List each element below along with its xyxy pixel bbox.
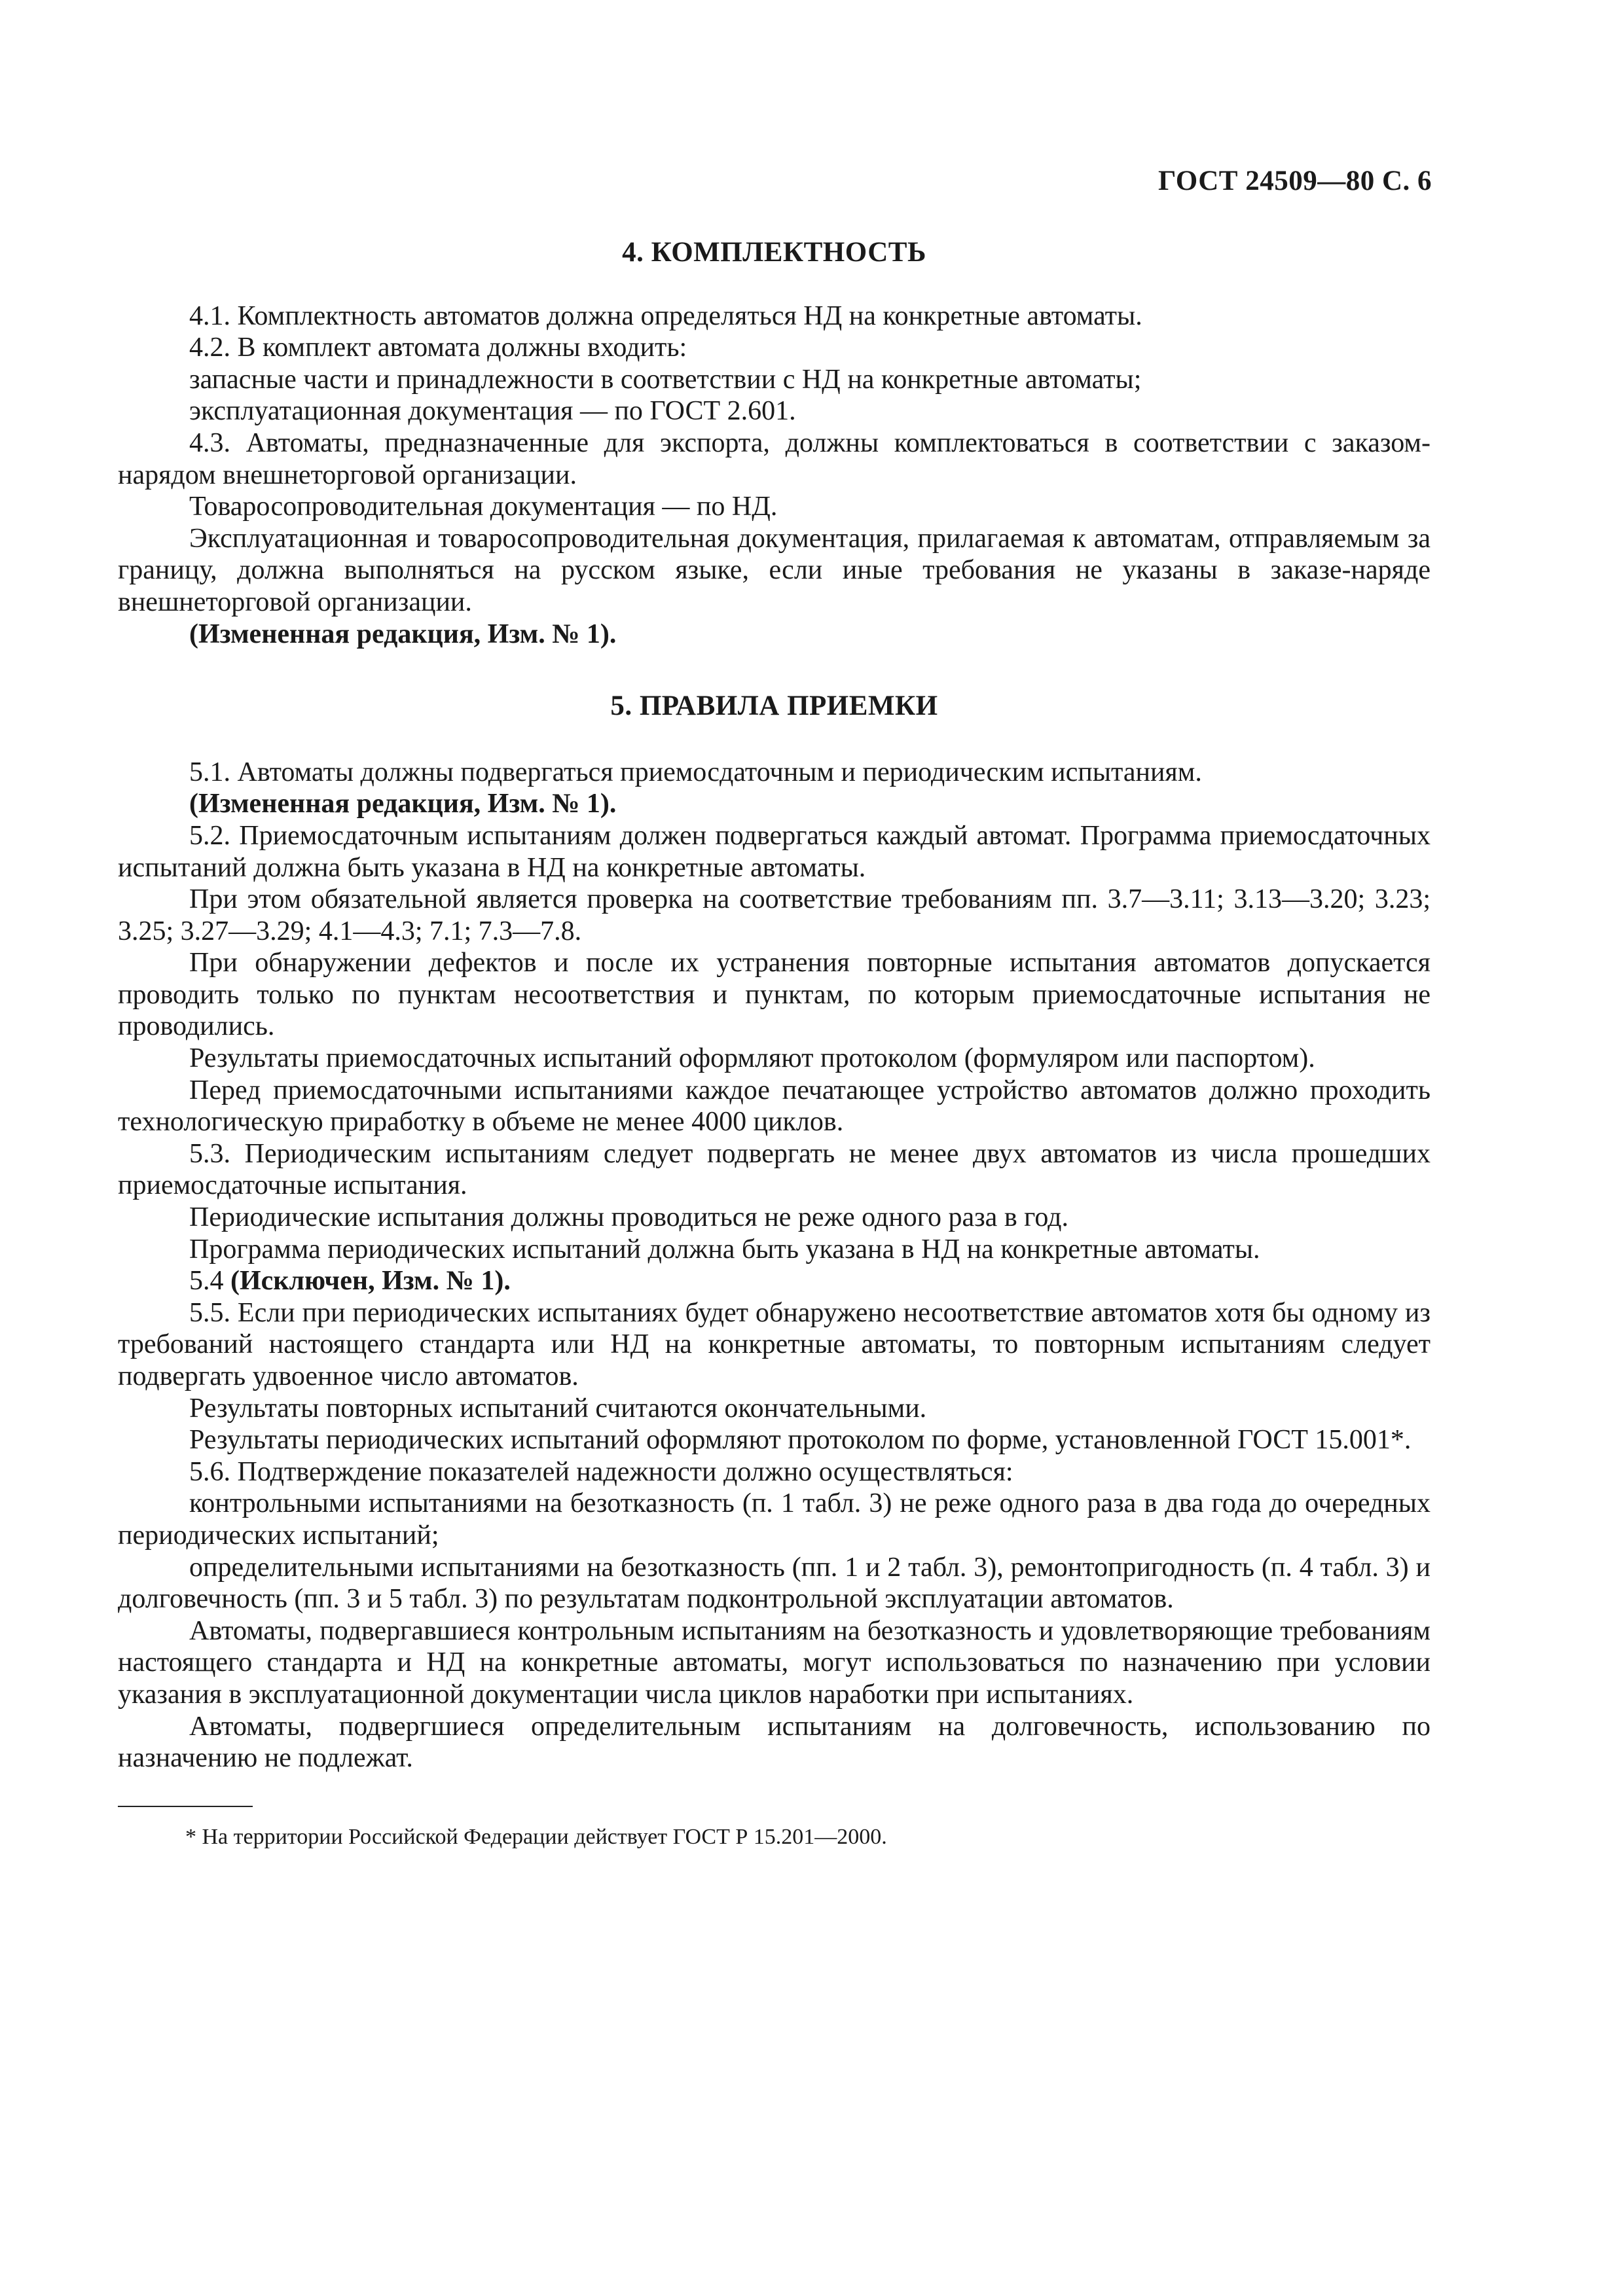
excluded-note: (Исключен, Изм. № 1). <box>230 1266 511 1297</box>
section-title-4: 4. КОМПЛЕКТНОСТЬ <box>622 237 926 268</box>
paragraph: Товаросопроводительная документация — по НД. <box>189 492 778 522</box>
paragraph: определительными испытаниями на безотказность (пп. 1 и 2 табл. 3), ремонтопригодность (п. 4 табл. 3) и долговечность (пп. 3 и 5 табл. 3) по результатам подконтрольной эксплуатации автоматов. <box>118 1552 1431 1615</box>
paragraph: Результаты приемосдаточных испытаний оформляют протоколом (формуляром или паспортом). <box>189 1043 1315 1074</box>
paragraph: 5.3. Периодическим испытаниям следует подвергать не менее двух автоматов из числа прошедших приемосдаточные испытания. <box>118 1138 1431 1201</box>
amendment-note: (Измененная редакция, Изм. № 1). <box>189 789 617 819</box>
paragraph: При этом обязательной является проверка на соответствие требованиям пп. 3.7—3.11; 3.13—3.20; 3.23; 3.25; 3.27—3.29; 4.1—4.3; 7.1; 7.3—7.8. <box>118 884 1431 946</box>
footnote-separator <box>118 1806 253 1807</box>
paragraph: 5.5. Если при периодических испытаниях будет обнаружено несоответствие автоматов хотя бы одному из требований настоящего стандарта или НД на конкретные автоматы, то повторным испытаниям следует подвергать удвоенное число автоматов. <box>118 1297 1431 1391</box>
paragraph: Автоматы, подвергшиеся определительным испытаниям на долговечность, использованию по назначению не подлежат. <box>118 1711 1431 1774</box>
paragraph: Программа периодических испытаний должна быть указана в НД на конкретные автоматы. <box>189 1234 1260 1265</box>
paragraph: Результаты повторных испытаний считаются окончательными. <box>189 1393 927 1424</box>
paragraph: 5.2. Приемосдаточным испытаниям должен подвергаться каждый автомат. Программа приемосдаточных испытаний должна быть указана в НД на конкретные автоматы. <box>118 820 1431 883</box>
paragraph: 4.1. Комплектность автоматов должна определяться НД на конкретные автоматы. <box>189 300 1142 331</box>
paragraph: 5.6. Подтверждение показателей надежности должно осуществляться: <box>189 1456 1013 1487</box>
paragraph: запасные части и принадлежности в соответствии с НД на конкретные автоматы; <box>189 364 1142 395</box>
paragraph: Перед приемосдаточными испытаниями каждое печатающее устройство автоматов должно проходить технологическую приработку в объеме не менее 4000 циклов. <box>118 1075 1431 1138</box>
paragraph: 5.1. Автоматы должны подвергаться приемосдаточным и периодическим испытаниям. <box>189 757 1202 787</box>
paragraph: Автоматы, подвергавшиеся контрольным испытаниям на безотказность и удовлетворяющие требованиям настоящего стандарта и НД на конкретные автоматы, могут использоваться по назначению при условии указания в эксплуатационной документации числа циклов наработки при испытаниях. <box>118 1615 1431 1710</box>
paragraph: 4.2. В комплект автомата должны входить: <box>189 332 687 363</box>
amendment-note: (Измененная редакция, Изм. № 1). <box>189 619 617 649</box>
paragraph: 4.3. Автоматы, предназначенные для экспорта, должны комплектоваться в соответствии с заказом-нарядом внешнеторговой организации. <box>118 427 1431 490</box>
excluded-clause <box>118 1265 1431 1297</box>
paragraph: Результаты периодических испытаний оформляют протоколом по форме, установленной ГОСТ 15.001*. <box>189 1425 1412 1456</box>
section-5-body <box>118 757 1431 1774</box>
document-body <box>118 229 1431 1852</box>
paragraph: При обнаружении дефектов и после их устранения повторные испытания автоматов допускается проводить только по пунктам несоответствия и пунктам, по которым приемосдаточные испытания не проводились. <box>118 948 1431 1042</box>
clause-number: 5.4 <box>189 1266 230 1297</box>
paragraph: Эксплуатационная и товаросопроводительная документация, прилагаемая к автоматам, отправляемым за границу, должна выполняться на русском языке, если иные требования не указаны в заказе-наряде внешнеторговой организации. <box>118 523 1431 617</box>
section-title-5: 5. ПРАВИЛА ПРИЕМКИ <box>610 691 938 722</box>
page-header: ГОСТ 24509—80 С. 6 <box>1158 166 1432 196</box>
footnote: * На территории Российской Федерации действует ГОСТ Р 15.201—2000. <box>185 1824 887 1849</box>
paragraph: контрольными испытаниями на безотказность (п. 1 табл. 3) не реже одного раза в два года до очередных периодических испытаний; <box>118 1488 1431 1551</box>
paragraph: Периодические испытания должны проводиться не реже одного раза в год. <box>189 1202 1068 1233</box>
paragraph: эксплуатационная документация — по ГОСТ 2.601. <box>189 396 796 427</box>
section-4-body <box>118 300 1431 651</box>
